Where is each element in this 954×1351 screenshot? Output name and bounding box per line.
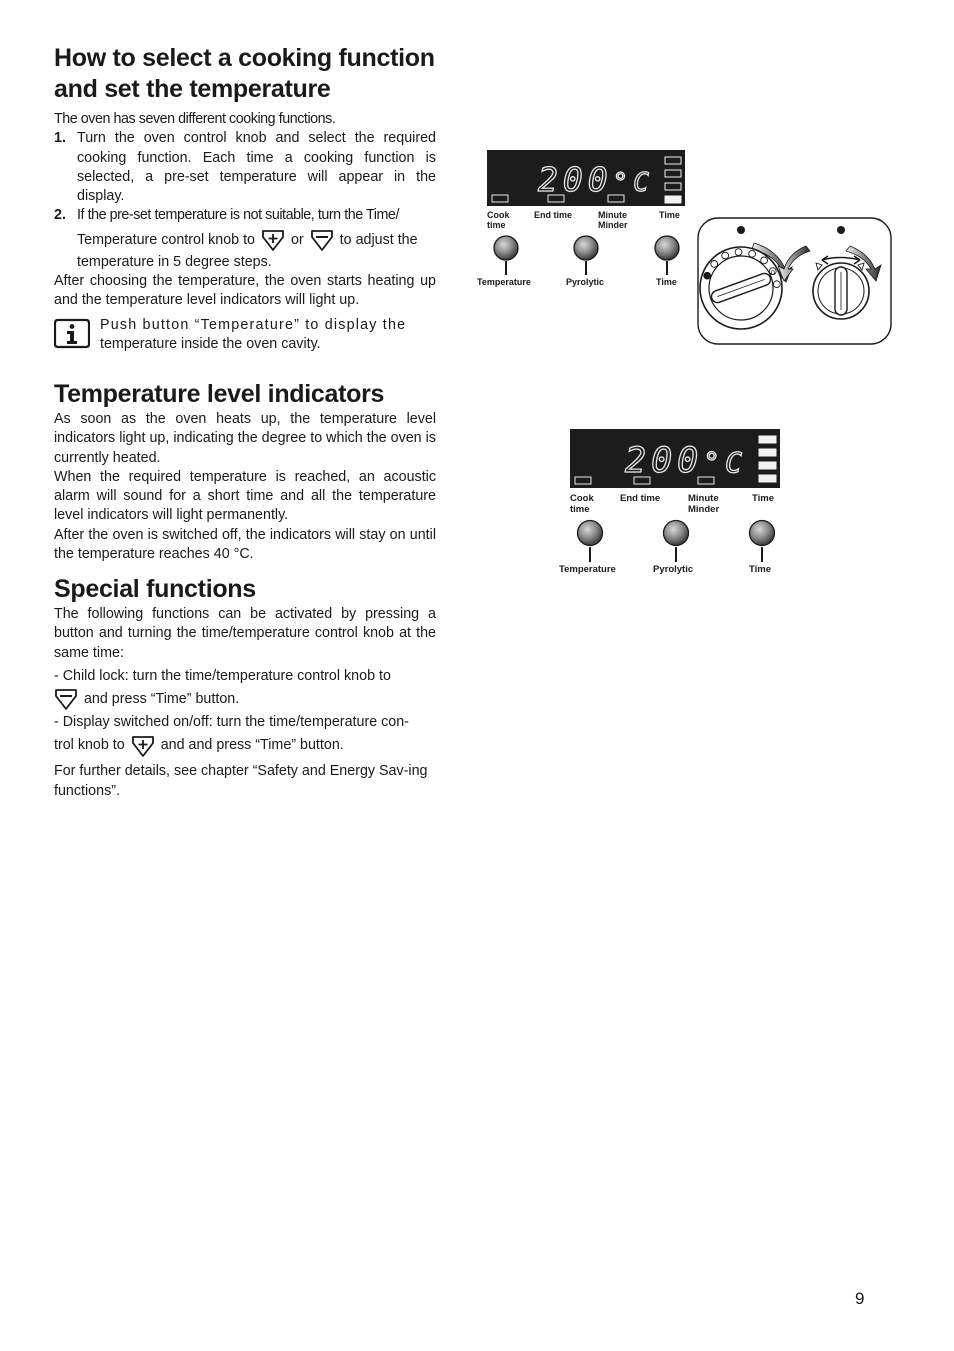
temperature-level-bar — [759, 449, 776, 456]
temperature-level-bar — [759, 462, 776, 469]
svg-text:0: 0 — [771, 270, 775, 277]
section-cooking-function — [54, 43, 436, 354]
section-temperature-indicators: Temperature level indicators As soon as the oven heats up, the temperature level indicators light up, indicating the degree to which the oven is currently heated. When the required temperature is reached, an acoustic alarm will sound for a short time and all the temperature level indicators will light permanently. After the oven is switched off, the indicators will stay on until the temperature reaches 40 °C. — [54, 380, 436, 563]
step-1: 1. Turn the oven control knob and select the required cooking function. Each time a cooking function is selected, a pre-set temperature will appear in the display. — [54, 130, 436, 205]
time-button[interactable] — [655, 236, 679, 260]
svg-text:Minder: Minder — [688, 504, 720, 515]
section-title-temperature-indicators: Temperature level indicators — [54, 380, 385, 408]
info-icon — [54, 318, 90, 351]
display-readout: 200°C — [625, 441, 747, 481]
info-note: Push button “Temperature” to display the temperature inside the oven cavity. — [54, 316, 436, 355]
label-end-time: End time — [534, 210, 573, 220]
section-title-special-functions: Special functions — [54, 575, 256, 603]
intro-text: The oven has seven different cooking functions. — [54, 111, 336, 127]
label-pyrolytic-button: Pyrolytic — [566, 277, 605, 287]
label-time: Time — [659, 210, 680, 220]
time-button[interactable] — [750, 521, 775, 546]
function-symbol-icon — [711, 261, 718, 268]
temperature-level-bar — [759, 475, 776, 482]
plus-symbol-icon — [131, 734, 155, 758]
function-symbol-icon — [773, 281, 780, 288]
figure-control-panel-1 — [470, 145, 896, 350]
function-symbol-icon — [749, 250, 756, 257]
label-cook-time: Cook — [487, 210, 510, 220]
label-cook-time: Cook — [570, 493, 594, 504]
pyrolytic-button[interactable] — [574, 236, 598, 260]
function-symbol-icon — [761, 257, 768, 264]
minus-symbol-icon — [310, 228, 334, 252]
pyrolytic-button[interactable] — [664, 521, 689, 546]
temperature-button[interactable] — [494, 236, 518, 260]
label-pyrolytic-button: Pyrolytic — [653, 564, 694, 575]
label-minute-minder: Minute — [598, 210, 627, 220]
figure-control-panel-2 — [555, 424, 790, 580]
temperature-button[interactable] — [578, 521, 603, 546]
temperature-level-bar — [665, 196, 681, 203]
minus-symbol-icon — [54, 687, 78, 711]
label-time-button: Time — [749, 564, 772, 575]
label-time: Time — [752, 493, 775, 504]
function-symbol-icon — [704, 272, 711, 279]
temperature-level-bar — [759, 436, 776, 443]
after-choosing-text: After choosing the temperature, the oven starts heating up and the temperature level indicators will light up. — [54, 273, 436, 309]
label-temperature-button: Temperature — [477, 277, 531, 287]
page-number: 9 — [855, 1289, 865, 1308]
display-readout: 200°C — [538, 160, 654, 199]
section-special-functions: Special functions The following functions can be activated by pressing a button and turning the time/temperature control knob at the same time: - Child lock: turn the time/temperature control knob to and press “Time” button. - Display switched on/off: turn the time/temperature con- trol knob to and and press “Time” button. For further details, see chapter “Safety and Energy Sav-ing functions”. — [54, 575, 436, 799]
svg-text:Minder: Minder — [598, 220, 628, 230]
label-temperature-button: Temperature — [559, 564, 616, 575]
section-title-cooking-function: How to select a cooking function and set the temperature — [54, 44, 435, 103]
label-minute-minder: Minute — [688, 493, 719, 504]
svg-text:time: time — [487, 220, 506, 230]
label-time-button: Time — [656, 277, 677, 287]
plus-symbol-icon — [261, 228, 285, 252]
label-end-time: End time — [620, 493, 661, 504]
function-symbol-icon — [735, 249, 742, 256]
step-2: 2. If the pre-set temperature is not suitable, turn the Time/ Temperature control knob to or to adjust the temperature in 5 degree steps. — [54, 207, 418, 270]
svg-text:time: time — [570, 504, 590, 515]
function-symbol-icon — [722, 252, 729, 259]
